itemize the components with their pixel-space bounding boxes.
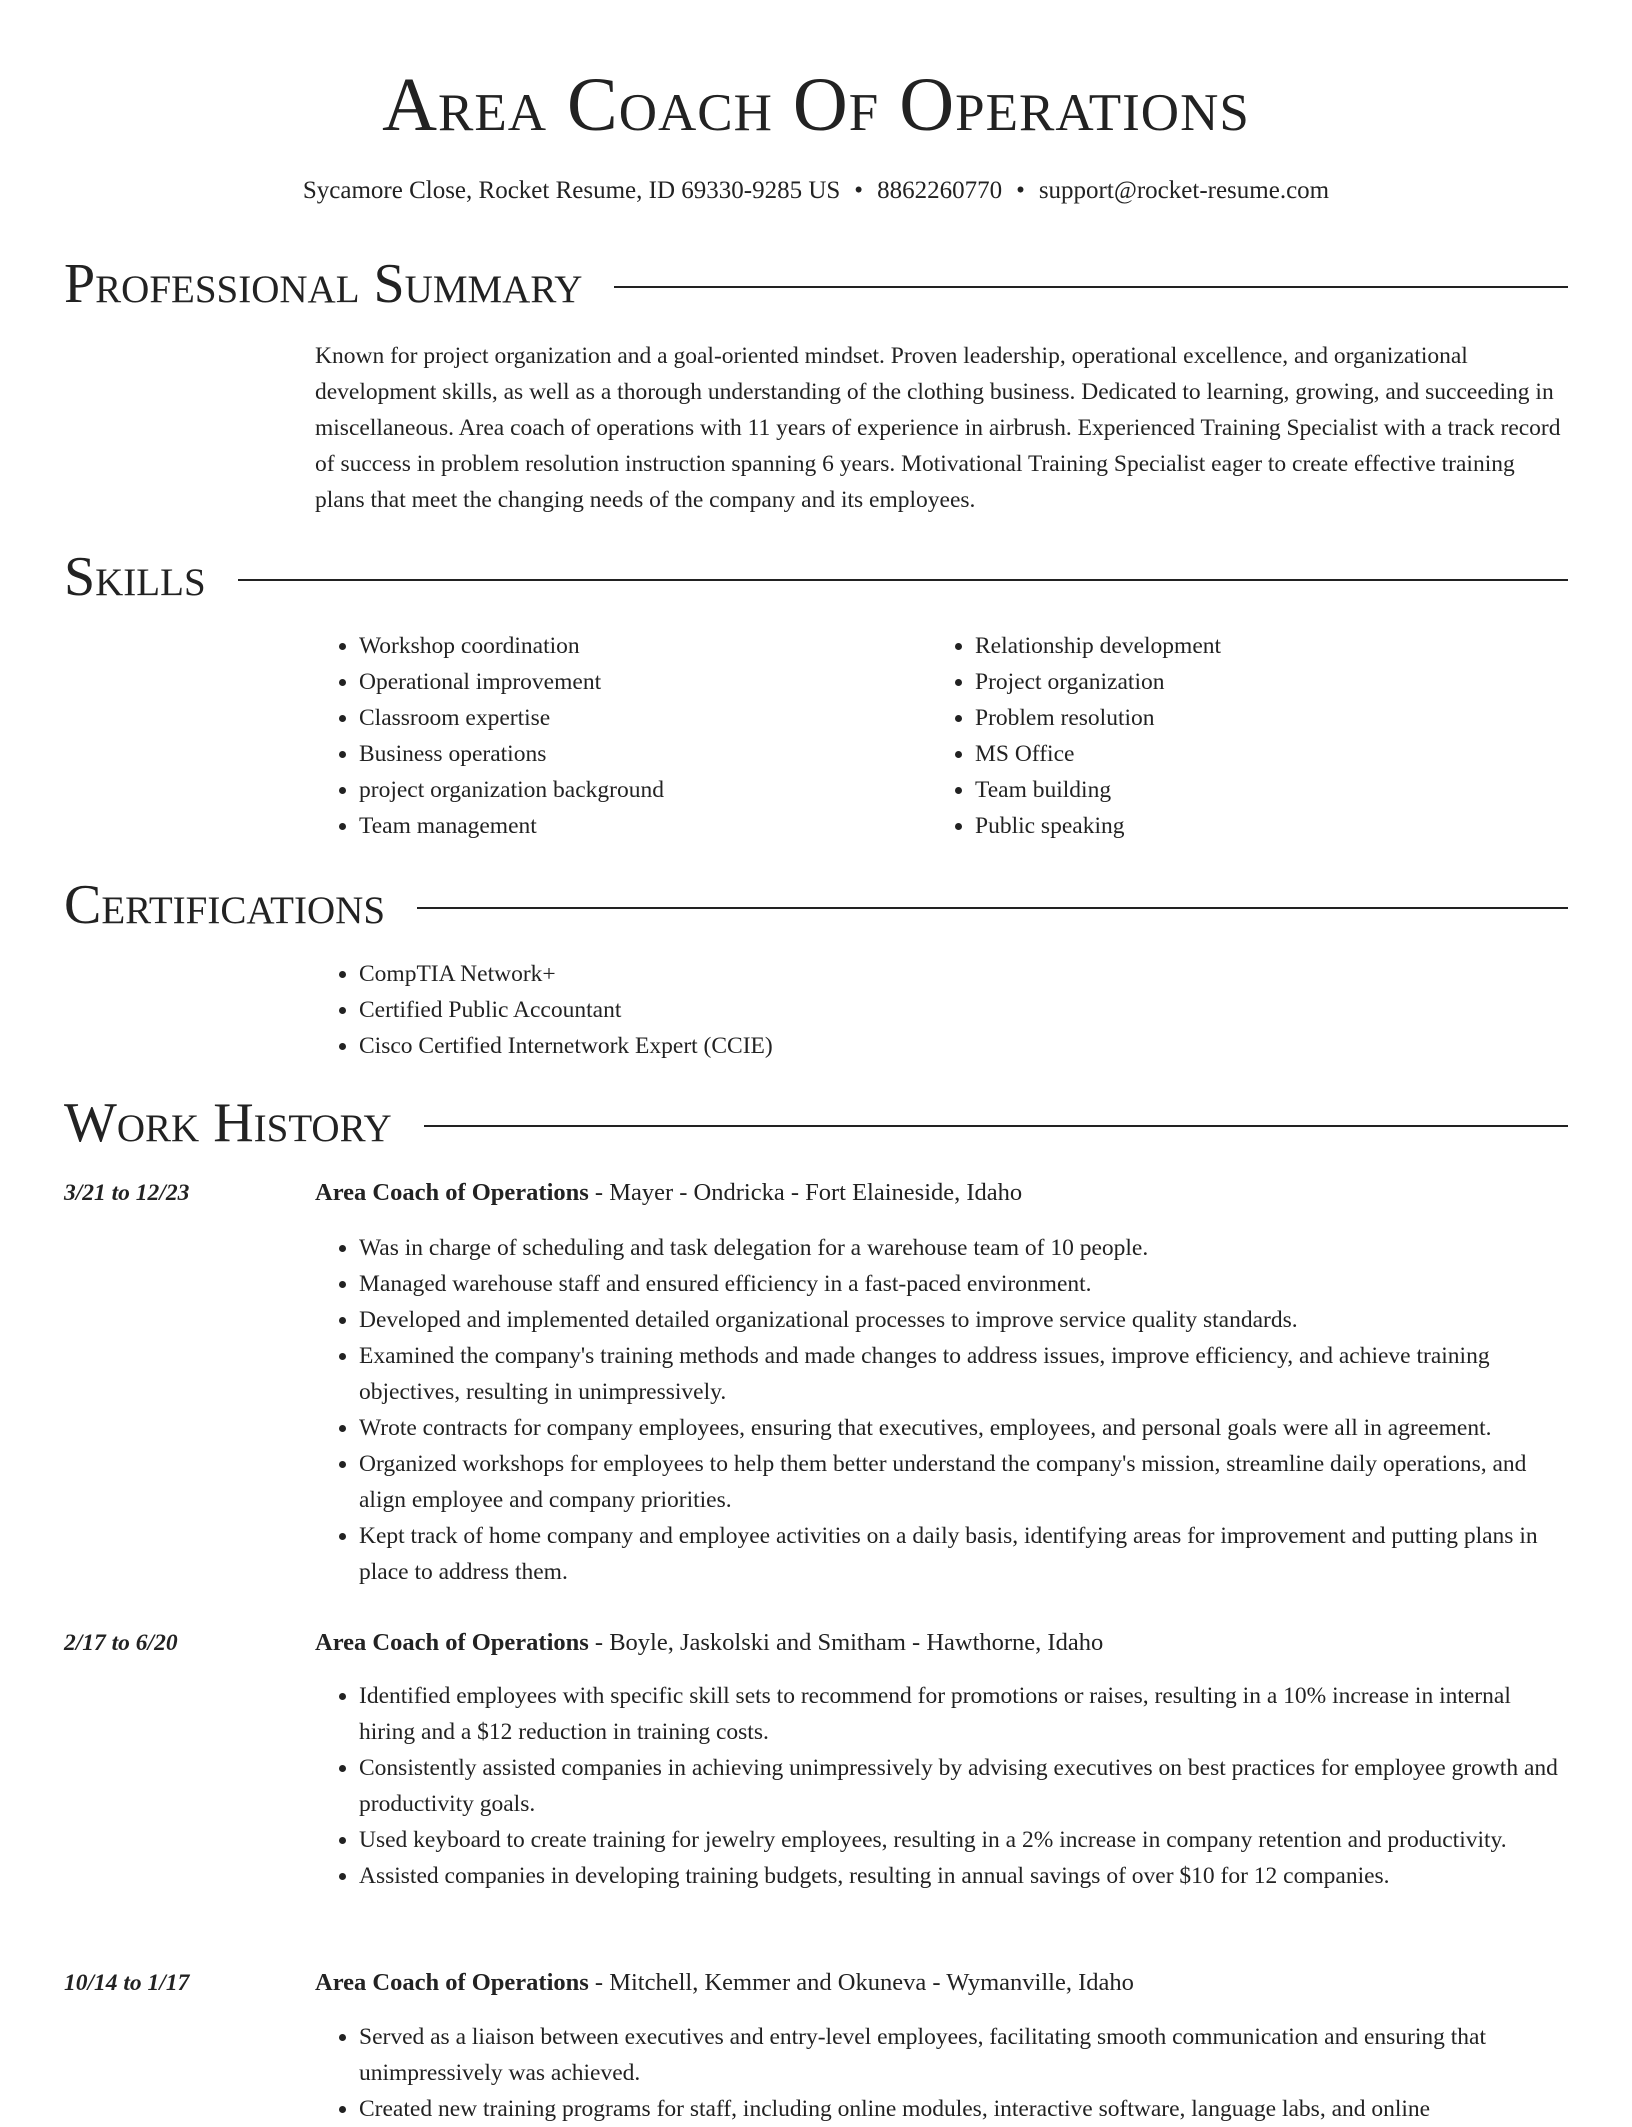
job-date: 2/17 to 6/20 [64,1630,178,1656]
job-bullet: • Identified employees with specific skill sets to recommend for promotions or raises, resulting in a 10% increase in internal hiring and a $12 reduction in training costs. [359,1678,1568,1750]
job-header [315,1175,1568,1211]
job-bullet: • Served as a liaison between executives and entry-level employees, facilitating smooth communication and ensuring that unimpressively was achieved. [359,2019,1568,2091]
skill-item: • project organization background [359,772,931,808]
certification-item: • Cisco Certified Internetwork Expert (CCIE) [359,1028,1568,1064]
job-bullet: • Organized workshops for employees to help them better understand the company's mission, streamline daily operations, and align employee and company priorities. [359,1446,1568,1518]
contact-phone: 8862260770 [877,177,1003,204]
job-date: 10/14 to 1/17 [64,1970,190,1996]
skill-item: • Relationship development [975,628,1547,664]
summary-section-header [64,252,1568,316]
certification-item: • Certified Public Accountant [359,992,1568,1028]
job-title: Area Coach of Operations [315,1969,589,1996]
contact-line [64,174,1568,208]
section-divider [424,1125,1568,1127]
skill-item: • Public speaking [975,808,1547,844]
skills-column-right [931,628,1547,844]
work-heading: Work History [64,1092,392,1154]
certifications-list [315,956,1568,1064]
job-bullet: • Examined the company's training methods and made changes to address issues, improve efficiency, and achieve training objectives, resulting in unimpressively. [359,1338,1568,1410]
skill-item: • MS Office [975,736,1547,772]
section-divider [614,286,1568,288]
skills-grid [315,628,1568,844]
section-divider [417,907,1568,909]
job-title: Area Coach of Operations [315,1629,589,1656]
skills-column-left [315,628,931,844]
job-bullets [315,1678,1568,1894]
job-bullet: • Was in charge of scheduling and task delegation for a warehouse team of 10 people. [359,1230,1568,1266]
certification-item: • CompTIA Network+ [359,956,1568,992]
contact-separator: • [854,177,864,204]
skill-item: • Operational improvement [359,664,931,700]
skill-item: • Classroom expertise [359,700,931,736]
skill-item: • Team building [975,772,1547,808]
job-date: 3/21 to 12/23 [64,1180,190,1206]
summary-text: Known for project organization and a goal-oriented mindset. Proven leadership, operational excellence, and organizational development skills, as well as a thorough understanding of the clothing business. Dedicated to learning, growing, and succeeding in miscellaneous. Area coach of operations with 11 years of experience in airbrush. Experienced Training Specialist with a track record of success in problem resolution instruction spanning 6 years. Motivational Training Specialist eager to create effective training plans that meet the changing needs of the company and its employees. [315,343,1561,513]
skills-heading: Skills [64,546,206,608]
job-bullets [315,1230,1568,1590]
contact-separator: • [1016,177,1025,204]
certifications-heading: Certifications [64,874,386,936]
job-header [315,1965,1568,2001]
job-bullet: • Kept track of home company and employee activities on a daily basis, identifying areas for improvement and putting plans in place to address them. [359,1518,1568,1590]
job-bullet: • Developed and implemented detailed organizational processes to improve service quality standards. [359,1302,1568,1338]
certifications-section-header [64,873,1568,937]
job-header [315,1625,1568,1661]
job-bullets [315,2019,1568,2127]
contact-email: support@rocket-resume.com [1038,177,1330,204]
job-bullet: • Managed warehouse staff and ensured efficiency in a fast-paced environment. [359,1266,1568,1302]
contact-address: Sycamore Close, Rocket Resume, ID 69330-9285 US [302,177,841,204]
skill-item: • Workshop coordination [359,628,931,664]
job-bullet: • Consistently assisted companies in achieving unimpressively by advising executives on best practices for employee growth and productivity goals. [359,1750,1568,1822]
skills-section-header [64,545,1568,609]
job-bullet: • Wrote contracts for company employees, ensuring that executives, employees, and personal goals were all in agreement. [359,1410,1568,1446]
section-divider [238,579,1568,581]
skill-item: • Team management [359,808,931,844]
job-bullet: • Assisted companies in developing training budgets, resulting in annual savings of over $10 for 12 companies. [359,1858,1568,1894]
work-section-header [64,1091,1568,1155]
job-company: - Mitchell, Kemmer and Okuneva - Wymanville, Idaho [588,1969,1134,1996]
page-title: Area Coach Of Operations [382,63,1250,147]
job-bullet: • Used keyboard to create training for jewelry employees, resulting in a 2% increase in company retention and productivity. [359,1822,1568,1858]
job-bullet: • Created new training programs for staff, including online modules, interactive software, language labs, and online [359,2091,1568,2127]
skill-item: • Problem resolution [975,700,1547,736]
skill-item: • Business operations [359,736,931,772]
skill-item: • Project organization [975,664,1547,700]
job-company: - Boyle, Jaskolski and Smitham - Hawthorne, Idaho [588,1629,1104,1656]
summary-heading: Professional Summary [64,253,583,315]
job-title: Area Coach of Operations [315,1179,589,1206]
job-company: - Mayer - Ondricka - Fort Elaineside, Idaho [588,1179,1023,1206]
